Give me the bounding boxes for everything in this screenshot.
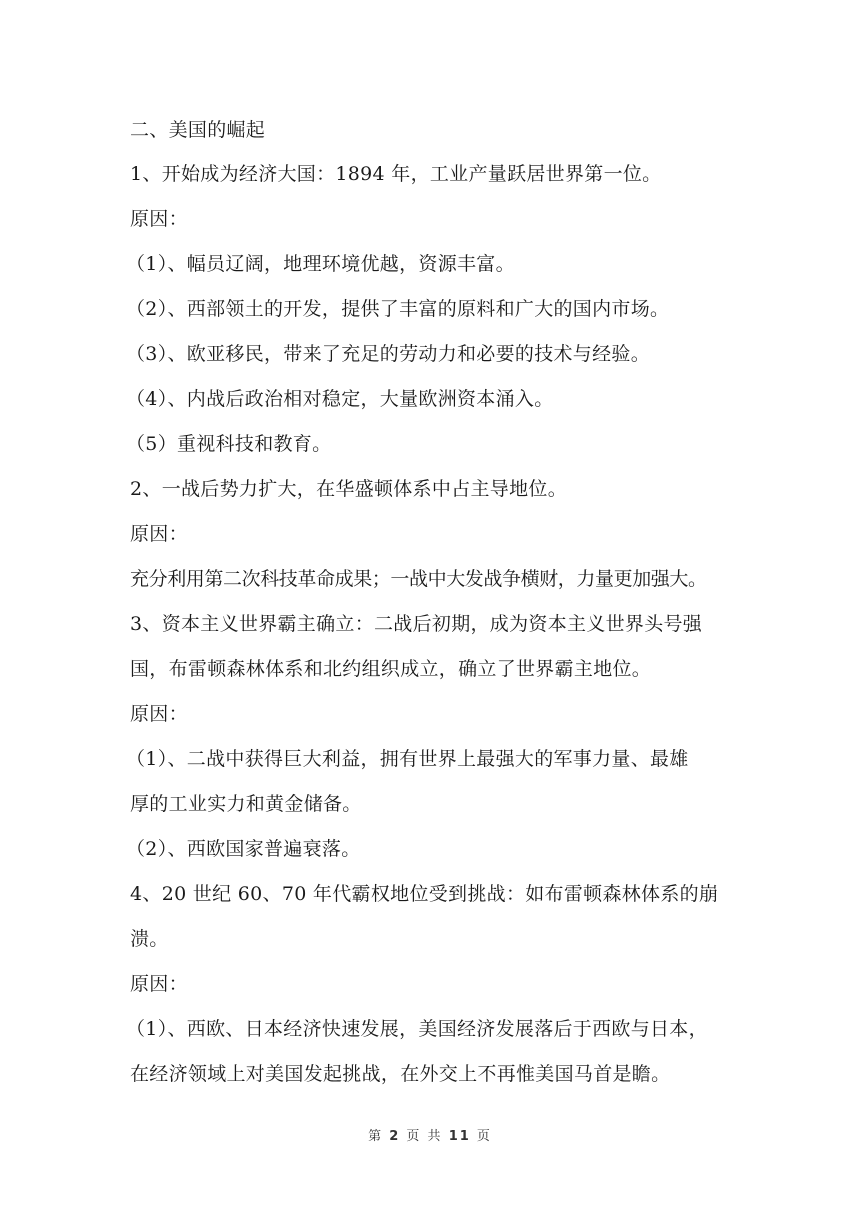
paragraph-line: 1、开始成为经济大国：1894 年，工业产量跃居世界第一位。 [130,163,662,185]
footer-page-number: 2 [389,1129,401,1144]
paragraph-line: 原因： [130,703,188,725]
paragraph-line: 溃。 [130,928,169,950]
paragraph-line: 厚的工业实力和黄金储备。 [130,793,362,815]
paragraph-line: （4）、内战后政治相对稳定，大量欧洲资本涌入。 [126,388,554,410]
paragraph-line: （3）、欧亚移民，带来了充足的劳动力和必要的技术与经验。 [126,343,650,365]
footer-suffix: 页 [476,1129,492,1144]
paragraph-line: 原因： [130,523,188,545]
paragraph-line: （1）、西欧、日本经济快速发展，美国经济发展落后于西欧与日本， [126,1018,708,1040]
paragraph-line: （2）、西部领土的开发，提供了丰富的原料和广大的国内市场。 [126,298,670,320]
section-heading: 二、美国的崛起 [130,119,266,141]
paragraph-line: 国，布雷顿森林体系和北约组织成立，确立了世界霸主地位。 [130,658,652,680]
paragraph-line: （5）重视科技和教育。 [126,433,332,455]
paragraph-line: 4、20 世纪 60、70 年代霸权地位受到挑战：如布雷顿森林体系的崩 [130,883,719,905]
footer-middle: 页 共 [406,1129,443,1144]
paragraph-line: 在经济领域上对美国发起挑战，在外交上不再惟美国马首是瞻。 [130,1063,671,1085]
paragraph-line: 充分利用第二次科技革命成果；一战中大发战争横财，力量更加强大。 [130,568,707,590]
page-footer [0,1128,860,1146]
paragraph-line: 3、资本主义世界霸主确立：二战后初期，成为资本主义世界头号强 [130,613,703,635]
footer-total-pages: 11 [448,1129,471,1144]
paragraph-line: （1）、二战中获得巨大利益，拥有世界上最强大的军事力量、最雄 [126,748,689,770]
paragraph-line: 原因： [130,973,188,995]
paragraph-line: （1）、幅员辽阔，地理环境优越，资源丰富。 [126,253,515,275]
footer-prefix: 第 [368,1129,384,1144]
paragraph-line: 原因： [130,208,188,230]
paragraph-line: （2）、西欧国家普遍衰落。 [126,838,361,860]
paragraph-line: 2、一战后势力扩大，在华盛顿体系中占主导地位。 [130,478,567,500]
